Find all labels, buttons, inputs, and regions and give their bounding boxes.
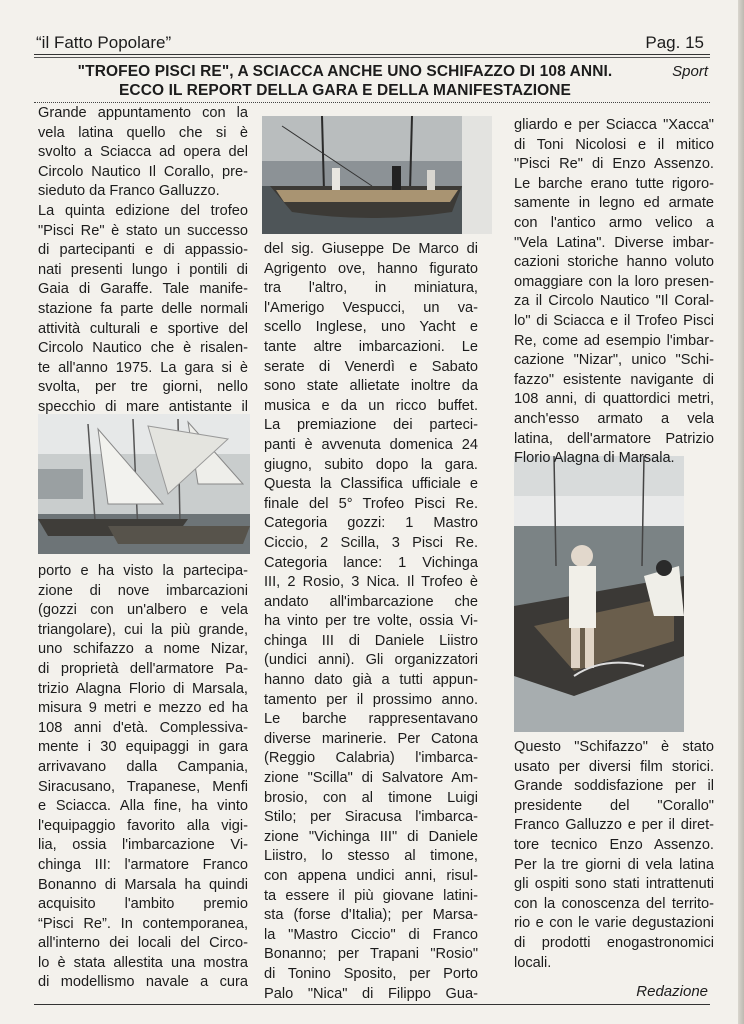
text-line: di partecipanti e di appassio- (38, 242, 248, 259)
text-line: porto e ha visto la partecipa- (38, 563, 248, 579)
text-line: (Reggio Calabria) l'imbarca- (264, 750, 478, 767)
page-number: Pag. 15 (645, 33, 704, 52)
text-line: con l'antico armo velico a (514, 214, 714, 231)
text-line: con la conoscenza del territo- (514, 895, 714, 912)
column-1-bottom (38, 562, 248, 993)
text-line: Le barche erano tutte rigoro- (514, 175, 714, 192)
text-line: lo è stata allestita una mostra (38, 954, 248, 971)
photo-boat-pier (262, 116, 492, 234)
text-line: sta (forse d'Italia); per Marsa- (264, 907, 478, 924)
text-line: gli ospiti sono stati intrattenuti (514, 876, 714, 893)
text-line: di modellismo navale a cura (38, 974, 248, 991)
text-line: Questa la Classifica ufficiale e (264, 476, 478, 493)
text-line: fazzo" esistente navigante di (514, 371, 714, 388)
text-line: Bonanno; per Trapani "Rosio" (264, 946, 478, 963)
section-label: Sport (672, 63, 708, 80)
text-line: tamento per il prossimo anno. (264, 691, 478, 708)
text-line: tante altre imbarcazioni. Le (264, 338, 478, 355)
photo-boy-on-boat (514, 456, 684, 732)
text-line: La quinta edizione del trofeo (38, 202, 248, 219)
text-line: di Tonino Sposito, per Porto (264, 965, 478, 982)
text-line: Ciccio, 2 Scilla, 3 Pisci Re. (264, 534, 478, 551)
text-line: misura 9 metri e mezzo ed ha (38, 700, 248, 717)
text-line: “Pisci Re”. In contemporanea, (38, 915, 248, 932)
article-title-line-1: "TROFEO PISCI RE", A SCIACCA ANCHE UNO SCHIFAZZO DI 108 ANNI. (77, 63, 613, 80)
text-line: scello Inglese, uno Yacht e (264, 319, 478, 336)
text-line: latina, dell'armatore Patrizio (514, 430, 714, 447)
text-line: svolto a Sciacca ad opera del (38, 144, 248, 161)
text-line: giugno, subito dopo la gara. (264, 456, 478, 473)
text-line: stazione fa parte delle normali (38, 300, 248, 317)
column-1-top (38, 104, 248, 418)
publication-name: “il Fatto Popolare” (36, 33, 172, 52)
text-line: Re, come ad esempio l'imbar- (514, 332, 714, 349)
text-line: Bonanno di Marsala ha quindi (38, 876, 248, 893)
text-line: samente in legno ed armate (514, 195, 714, 212)
photo-boat-pier-icon (262, 116, 492, 234)
text-line: Grande appuntamento con la (38, 105, 248, 121)
text-line: all'interno dei locali del Circo- (38, 935, 248, 952)
text-line: Questo "Schifazzo" è stato (514, 739, 714, 755)
text-line: sono state allietate inoltre da (264, 378, 478, 395)
text-line: 108 anni d'età. Complessiva- (38, 719, 248, 736)
text-line: cazioni storiche hanno voluto (514, 254, 714, 271)
text-line: Grande soddisfazione per il (514, 778, 714, 795)
text-line: Franco Galluzzo e per il diret- (514, 817, 714, 834)
text-line: te all'anno 1975. La gara si è (38, 359, 248, 376)
text-line: Gaia di Garaffe. Tale manife- (38, 281, 248, 298)
page-edge (738, 0, 744, 1024)
text-line: III, 2 Rosio, 3 Nica. Il Trofeo è (264, 574, 478, 591)
text-line: zione di nove imbarcazioni (38, 582, 248, 599)
footer-rule (34, 1004, 710, 1005)
text-line: "Vela Latina". Diverse imbar- (514, 234, 714, 251)
text-line: acquisito l'ambito premio (38, 896, 248, 913)
text-line: brosio, con al timone Luigi (264, 789, 478, 806)
text-line: Categoria lance: 1 Vichinga (264, 554, 478, 571)
article-title (40, 62, 650, 100)
text-line: Palo "Nica" di Filippo Gua- (264, 985, 478, 1002)
text-line: (gozzi con un'albero e vela (38, 602, 248, 619)
text-line: cazione "Nizar", unico "Schi- (514, 352, 714, 369)
text-line: gliardo e per Sciacca "Xacca" (514, 117, 714, 133)
text-line: tore tecnico Enzo Assenzo. (514, 836, 714, 853)
text-line: anch'esso armato a vela (514, 410, 714, 427)
text-line: nati presenti lungo i pontili di (38, 261, 248, 278)
text-line: attività culturali e sportive del (38, 320, 248, 337)
text-line: (undici anni). Gli organizzatori (264, 652, 478, 669)
text-line: omaggiare con la loro presen- (514, 273, 714, 290)
title-rule (34, 102, 710, 103)
column-3-top (514, 116, 714, 469)
text-line: "Pisci Re" è stato un successo (38, 222, 248, 239)
text-line: Siracusano, Trapanese, Menfi (38, 778, 248, 795)
text-line: di prodotti enogastronomici (514, 934, 714, 951)
text-line: panti è avvenuta domenica 24 (264, 436, 478, 453)
text-line: Circolo Nautico che è risalen- (38, 340, 248, 357)
column-2 (264, 240, 478, 1004)
text-line: presidente del "Corallo" (514, 797, 714, 814)
text-line: hanno dato già a tutti appun- (264, 672, 478, 689)
text-line: trizio Alagna Florio di Marsala, (38, 680, 248, 697)
text-line: zione "Vichinga III" di Daniele (264, 828, 478, 845)
text-line: e Sciacca. Alla fine, ha vinto (38, 798, 248, 815)
text-line: lo" di Sciacca e il Trofeo Pisci (514, 312, 714, 329)
text-line: "Pisci Re" di Enzo Assenzo. (514, 156, 714, 173)
text-line: musica e da un ricco buffet. (264, 397, 478, 414)
photo-marina-sails (38, 414, 250, 554)
text-line: Liistro, lo stesso al timone, (264, 848, 478, 865)
text-line: triangolare), cui la più grande, (38, 621, 248, 638)
text-line: 108 anni, di quattordici metri, (514, 391, 714, 408)
text-line: chinga III: l'armatore Franco (38, 856, 248, 873)
text-line: lia, ossia l'imbarcazione Vi- (38, 837, 248, 854)
text-line: la "Mastro Ciccio" di Franco (264, 926, 478, 943)
text-line: del sig. Giuseppe De Marco di (264, 241, 478, 257)
text-line: l'Amerigo Vespucci, un va- (264, 299, 478, 316)
photo-boy-on-boat-icon (514, 456, 684, 732)
text-line: Circolo Nautico Il Corallo, pre- (38, 163, 248, 180)
text-line: za il Circolo Nautico "Il Coral- (514, 293, 714, 310)
text-line: mente i 30 equipaggi in gara (38, 739, 248, 756)
text-line: Le barche rappresentavano (264, 711, 478, 728)
text-line: specchio di mare antistante il (38, 398, 248, 415)
text-line: Florio Alagna di Marsala. (514, 450, 675, 467)
text-line: locali. (514, 954, 552, 971)
text-line: tra l'altro, in miniatura, (264, 280, 478, 297)
header-rule-thin (34, 57, 710, 58)
text-line: sieduto da Franco Galluzzo. (38, 183, 220, 200)
text-line: chinga III di Daniele Liistro (264, 632, 478, 649)
text-line: serate di Venerdì e Sabato (264, 358, 478, 375)
text-line: zione "Scilla" di Salvatore Am- (264, 770, 478, 787)
text-line: arrivavano dalla Campania, (38, 758, 248, 775)
text-line: Stilo; per Siracusa l'imbarca- (264, 809, 478, 826)
text-line: usato per diversi film storici. (514, 758, 714, 775)
text-line: con appena undici anni, risul- (264, 868, 478, 884)
text-line: La premiazione dei parteci- (264, 417, 478, 434)
text-line: svolta, per tre giorni, nello (38, 379, 248, 396)
text-line: diverse marinerie. Per Catona (264, 730, 478, 747)
header-rule (34, 54, 710, 55)
text-line: Agrigento ove, hanno figurato (264, 260, 478, 277)
text-line: Categoria gozzi: 1 Mastro (264, 515, 478, 532)
author-signature: Redazione (636, 983, 708, 1000)
text-line: di proprietà dell'armatore Pa- (38, 660, 248, 677)
text-line: andato all'imbarcazione che (264, 593, 478, 610)
text-line: rio e con le varie degustazioni (514, 915, 714, 932)
text-line: Per la tre giorni di vela latina (514, 856, 714, 873)
text-line: ta essere il più giovane latini- (264, 887, 478, 904)
text-line: ha vinto per tre volte, ossia Vi- (264, 613, 478, 630)
column-3-bottom (514, 738, 714, 973)
text-line: l'equipaggio favorito alla vigi- (38, 817, 248, 834)
photo-marina-sails-icon (38, 414, 250, 554)
text-line: vela latina quello che si è (38, 124, 248, 141)
text-line: uno schifazzo a nome Nizar, (38, 641, 248, 658)
text-line: finale del 5° Trofeo Pisci Re. (264, 495, 478, 512)
article-title-line-2: ECCO IL REPORT DELLA GARA E DELLA MANIFESTAZIONE (118, 82, 571, 99)
text-line: di Toni Nicolosi e il mitico (514, 136, 714, 153)
